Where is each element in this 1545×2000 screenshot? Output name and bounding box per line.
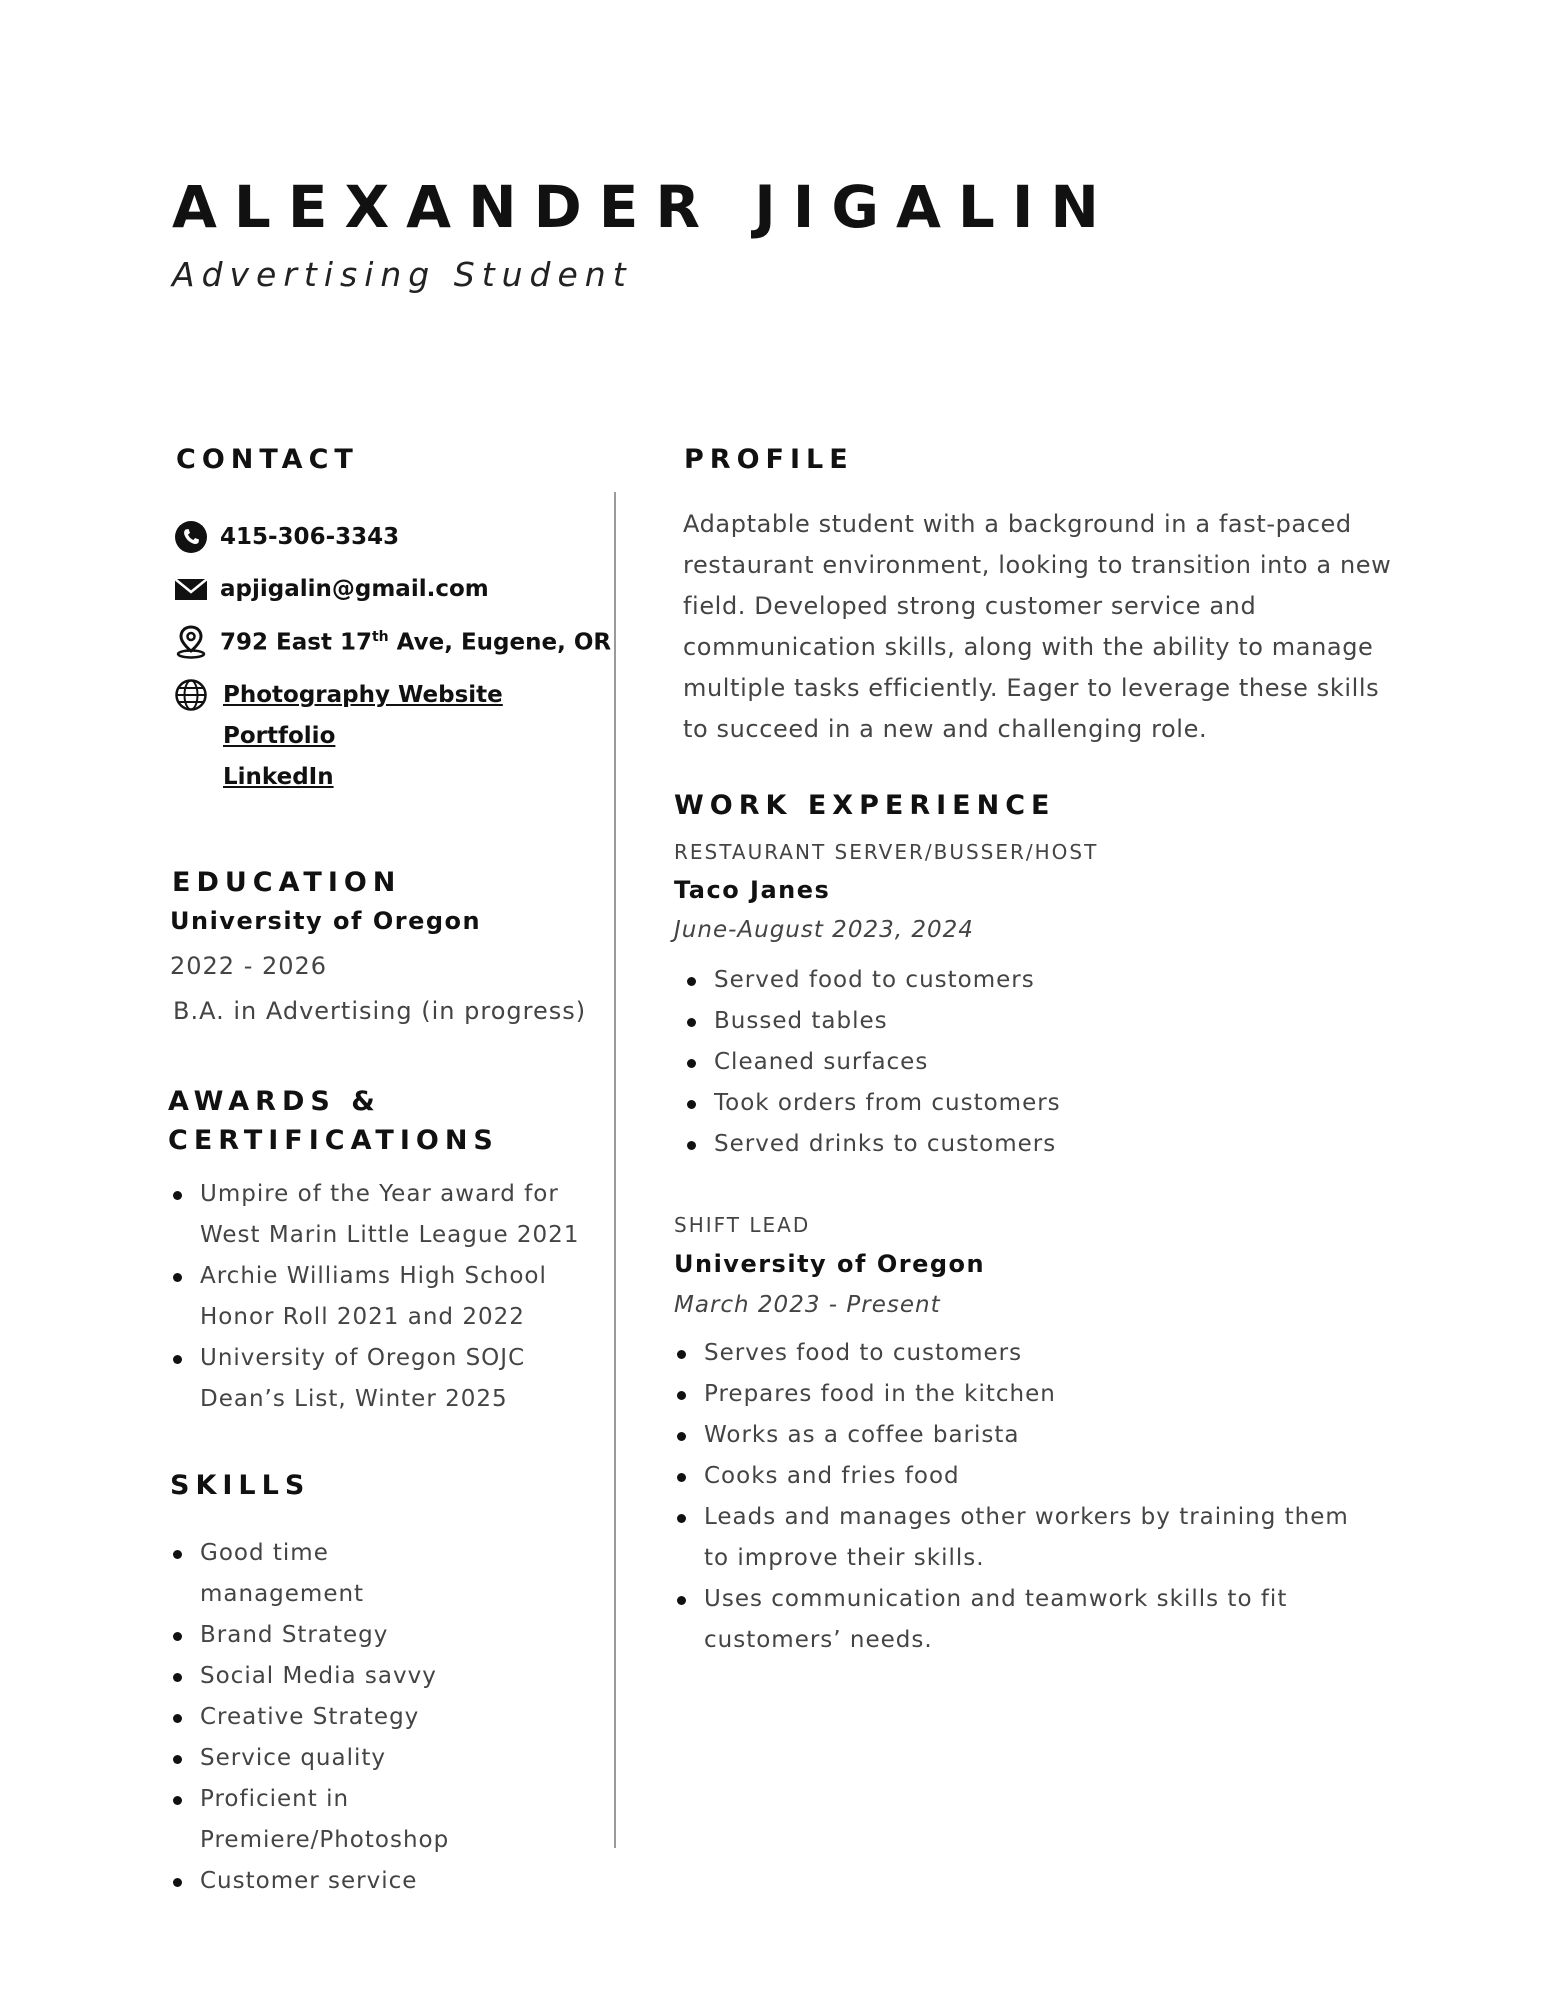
- awards-list: [170, 1174, 590, 1420]
- list-item: Archie Williams High School Honor Roll 2021 and 2022: [170, 1256, 590, 1338]
- mail-icon: [174, 572, 208, 606]
- globe-icon: [174, 678, 208, 712]
- education-school: University of Oregon: [170, 907, 482, 935]
- education-degree: B.A. in Advertising (in progress): [173, 997, 587, 1025]
- phone-icon: [174, 520, 208, 554]
- link-photography-website[interactable]: Photography Website: [223, 682, 503, 708]
- list-item: Leads and manages other workers by training them to improve their skills.: [674, 1497, 1374, 1579]
- list-item: Customer service: [170, 1861, 470, 1902]
- list-item: Cooks and fries food: [674, 1456, 1374, 1497]
- list-item: Uses communication and teamwork skills to fit customers’ needs.: [674, 1579, 1374, 1661]
- list-item: Served drinks to customers: [684, 1124, 1184, 1165]
- link-linkedin[interactable]: LinkedIn: [223, 764, 334, 790]
- job-role: RESTAURANT SERVER/BUSSER/HOST: [674, 840, 1099, 864]
- job-duties-list: [674, 1333, 1374, 1661]
- list-item: University of Oregon SOJC Dean’s List, Winter 2025: [170, 1338, 590, 1420]
- contact-phone: [174, 520, 399, 554]
- skills-heading: SKILLS: [170, 1470, 311, 1501]
- list-item: Serves food to customers: [674, 1333, 1374, 1374]
- profile-summary: Adaptable student with a background in a fast-paced restaurant environment, looking to transition into a new field. Developed strong customer service and communication skills, along with the ability to manage multiple tasks efficiently. Eager to leverage these skills to succeed in a new and challenging role.: [683, 510, 1392, 743]
- list-item: Service quality: [170, 1738, 470, 1779]
- list-item: Umpire of the Year award for West Marin Little League 2021: [170, 1174, 590, 1256]
- education-heading: EDUCATION: [172, 867, 402, 898]
- list-item: Took orders from customers: [684, 1083, 1184, 1124]
- contact-heading: CONTACT: [176, 444, 359, 475]
- phone-number[interactable]: 415-306-3343: [220, 524, 400, 550]
- contact-address: [174, 625, 611, 659]
- candidate-name: ALEXANDER JIGALIN: [172, 173, 1116, 241]
- list-item: Creative Strategy: [170, 1697, 470, 1738]
- list-item: Works as a coffee barista: [674, 1415, 1374, 1456]
- profile-heading: PROFILE: [684, 444, 854, 475]
- list-item: Brand Strategy: [170, 1615, 470, 1656]
- link-portfolio[interactable]: Portfolio: [223, 723, 336, 749]
- list-item: Bussed tables: [684, 1001, 1184, 1042]
- column-divider: [614, 492, 616, 1848]
- contact-links-row: [174, 678, 208, 712]
- job-duties-list: [684, 960, 1184, 1165]
- education-years: 2022 - 2026: [170, 952, 328, 980]
- job-company: Taco Janes: [674, 876, 831, 904]
- work-heading: WORK EXPERIENCE: [674, 790, 1056, 821]
- contact-email: [174, 572, 489, 606]
- location-pin-icon: [174, 625, 208, 659]
- job-company: University of Oregon: [674, 1250, 986, 1278]
- list-item: Social Media savvy: [170, 1656, 470, 1697]
- skills-list: [170, 1533, 470, 1902]
- list-item: Served food to customers: [684, 960, 1184, 1001]
- list-item: Prepares food in the kitchen: [674, 1374, 1374, 1415]
- list-item: Cleaned surfaces: [684, 1042, 1184, 1083]
- job-role: SHIFT LEAD: [674, 1213, 811, 1237]
- job-dates: March 2023 - Present: [674, 1292, 941, 1318]
- candidate-title: Advertising Student: [172, 255, 633, 294]
- job-dates: June-August 2023, 2024: [674, 917, 974, 943]
- street-address: 792 East 17th Ave, Eugene, OR: [220, 628, 612, 656]
- email-address[interactable]: apjigalin@gmail.com: [220, 576, 489, 602]
- list-item: Proficient in Premiere/Photoshop: [170, 1779, 470, 1861]
- list-item: Good time management: [170, 1533, 470, 1615]
- awards-heading: AWARDS & CERTIFICATIONS: [168, 1086, 499, 1156]
